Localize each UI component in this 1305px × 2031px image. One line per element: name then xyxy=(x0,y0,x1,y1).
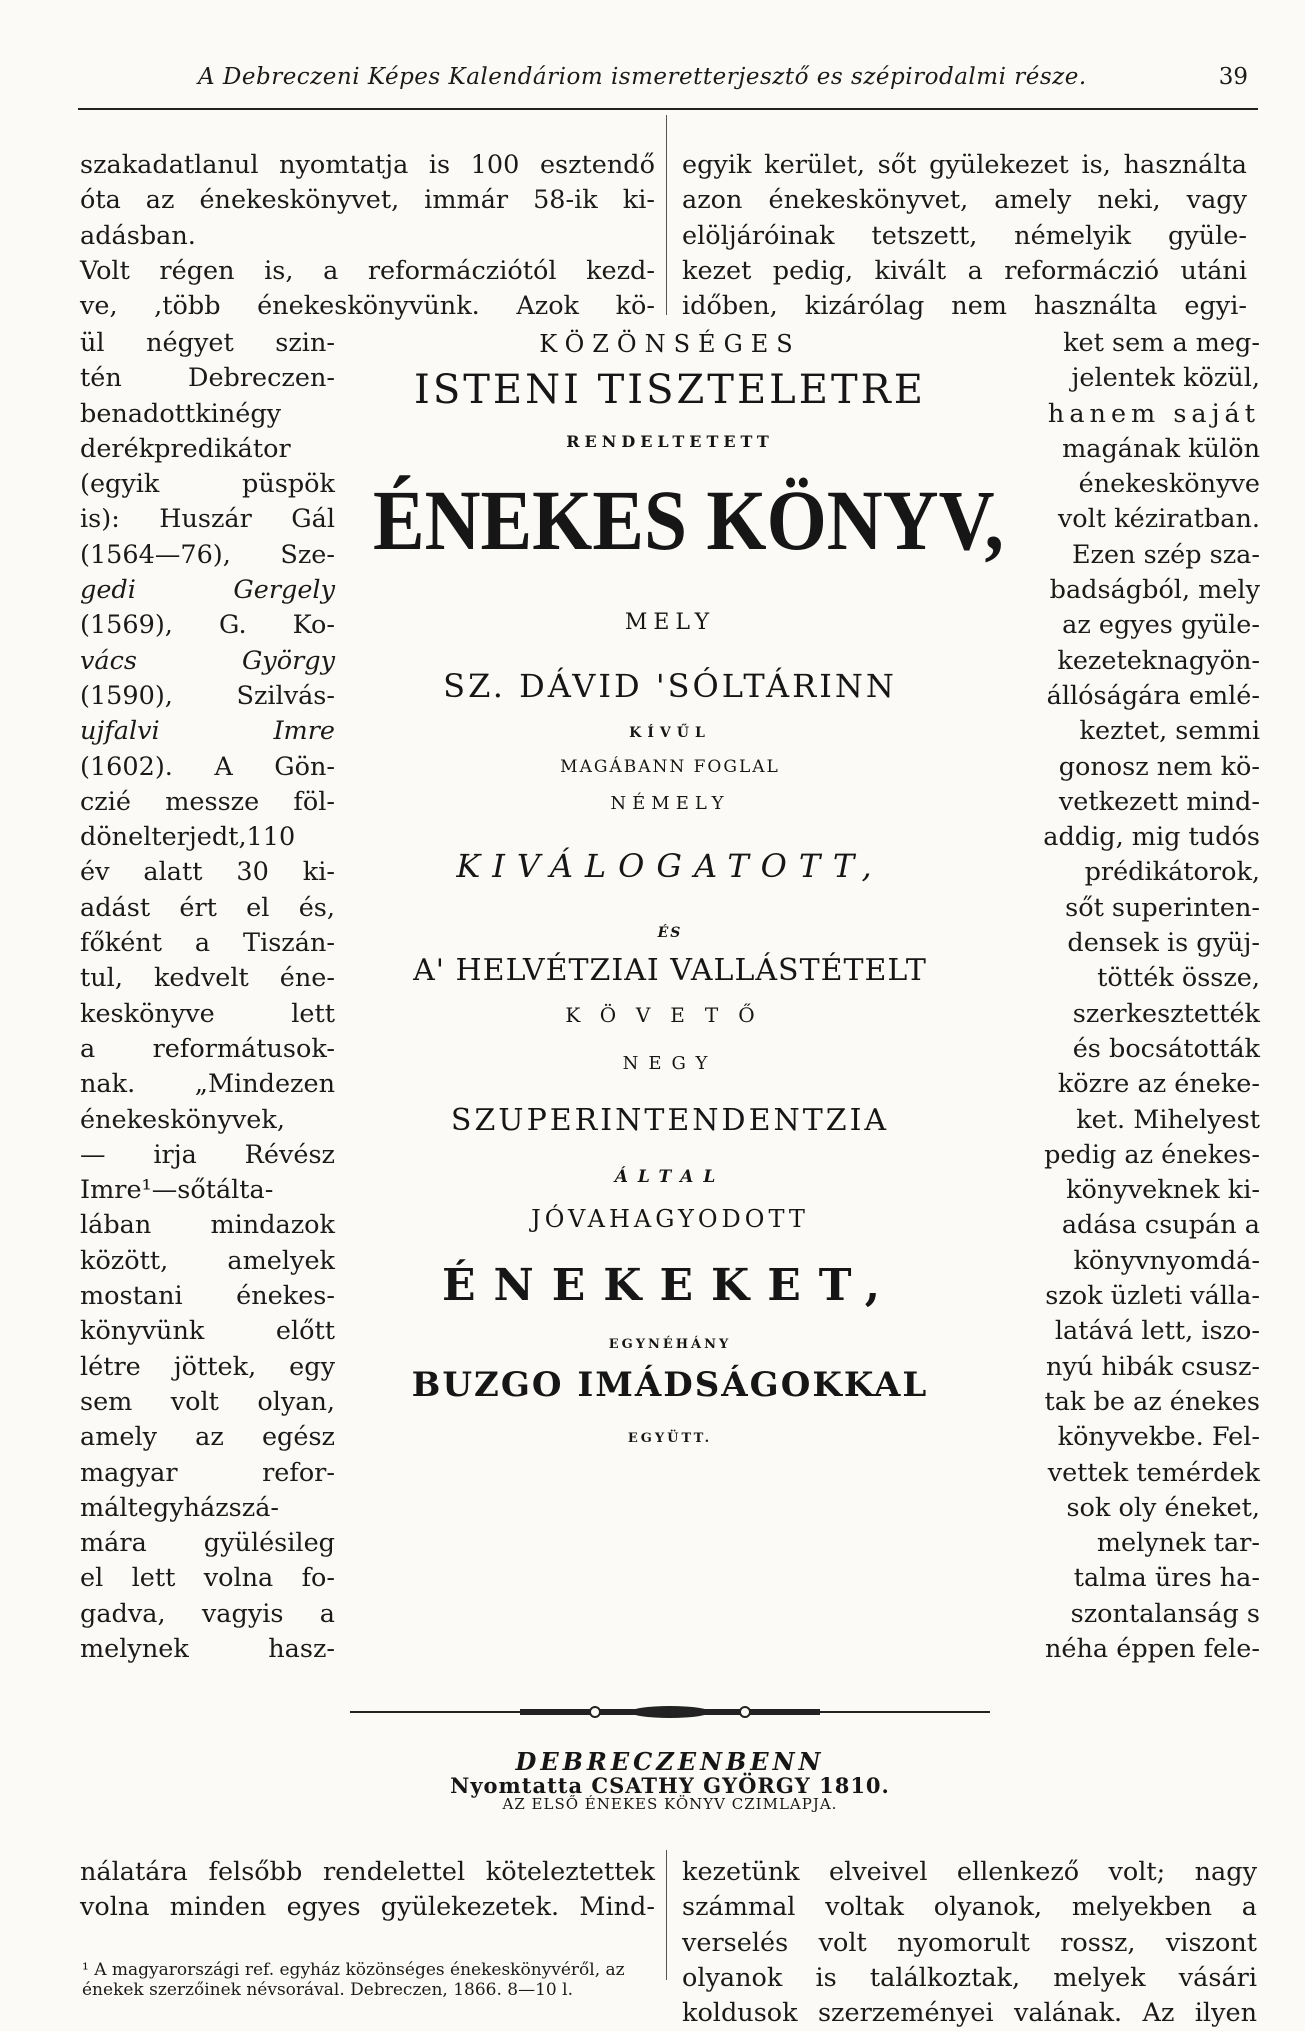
text-line: magyar refor- xyxy=(80,1457,335,1488)
text-line: számmal voltak olyanok, melyekben a xyxy=(682,1892,1257,1923)
text-line: (1590), Szilvás- xyxy=(80,680,335,711)
text-line: könyvnyomdá- xyxy=(1073,1245,1260,1276)
text-line: néha éppen fele- xyxy=(1045,1633,1260,1664)
text-line: (1569), G. Ko- xyxy=(80,610,335,641)
text-line: egyik kerület, sőt gyülekezet is, használta xyxy=(682,150,1247,180)
title-line: ÉNEKEKET, xyxy=(441,1260,899,1311)
text-line: sok oly éneket, xyxy=(1066,1492,1260,1523)
title-line: ÉS xyxy=(657,925,683,941)
title-line: ISTENI TISZTELETRE xyxy=(414,367,926,413)
text-line: czié messze föl- xyxy=(80,786,335,817)
text-line: tén Debreczen- xyxy=(80,363,335,394)
text-line: között, amelyek xyxy=(80,1245,335,1276)
text-line: könyveknek ki- xyxy=(1066,1175,1260,1206)
text-line: vetkezett mind- xyxy=(1058,786,1260,817)
footnote-text: A magyarországi ref. egyház közönséges énekeskönyvéről, az énekek szerzőinek névsorával. Debreczen, 1866. 8—10 l. xyxy=(82,1960,625,2000)
text-line: énekeskönyvek, xyxy=(80,1104,285,1135)
text-line: hanem saját xyxy=(1047,398,1260,429)
text-line: — irja Révész xyxy=(80,1139,335,1170)
footnote-marker: ¹ xyxy=(82,1960,89,1980)
left-column-narrow xyxy=(80,326,335,1667)
header-title: A Debreczeni Képes Kalendáriom ismeretterjesztő es szépirodalmi része. xyxy=(198,64,1087,90)
text-line: mostani énekes- xyxy=(80,1281,335,1312)
text-line: kezet pedig, kivált a reformáczió utáni xyxy=(682,255,1247,286)
text-line: nálatára felsőbb rendelettel köteleztettek xyxy=(80,1857,655,1887)
text-line: (1602). A Gön- xyxy=(80,751,335,782)
text-line: és bocsátották xyxy=(1072,1033,1260,1064)
title-page-illustration xyxy=(340,325,1004,1830)
text-line: prédikátorok, xyxy=(1084,857,1260,888)
right-column-narrow xyxy=(1010,326,1260,1667)
text-line: nak. „Mindezen xyxy=(80,1069,335,1100)
text-line: (1564—76), Sze- xyxy=(80,539,335,570)
text-line: könyvekbe. Fel- xyxy=(1057,1422,1260,1453)
text-line: tul, kedvelt éne- xyxy=(80,963,335,994)
text-line: dönelterjedt,110 xyxy=(80,822,296,853)
text-line: addig, mig tudós xyxy=(1043,822,1260,853)
text-line: főként a Tiszán- xyxy=(80,928,335,959)
title-line: Nyomtatta CSATHY GYÖRGY 1810. xyxy=(450,1773,890,1798)
text-line: szerkesztették xyxy=(1072,998,1260,1029)
text-line: tötték össze, xyxy=(1097,963,1260,994)
text-line: könyvünk előtt xyxy=(80,1316,335,1347)
text-line: volt kéziratban. xyxy=(1057,504,1260,535)
text-line: jelentek közül, xyxy=(1071,363,1260,394)
right-column-top xyxy=(682,148,1247,324)
right-column-bottom xyxy=(682,1855,1257,2031)
title-line: ÁLTAL xyxy=(614,1167,726,1187)
text-line: densek is gyüj- xyxy=(1067,928,1260,959)
title-line: A' HELVÉTZIAI VALLÁSTÉTELT xyxy=(413,953,927,988)
title-line: KÖVETŐ xyxy=(565,1003,775,1027)
text-line: benadottkinégy xyxy=(80,398,282,429)
title-line: KÍVŰL xyxy=(629,725,711,741)
left-column-bottom xyxy=(80,1855,655,1926)
text-line: óta az énekeskönyvet, immár 58-ik ki- xyxy=(80,185,655,216)
text-line: tak be az énekes xyxy=(1044,1386,1260,1417)
text-line: máltegyházszá- xyxy=(80,1492,280,1523)
title-line: MELY xyxy=(624,610,716,635)
title-line: DEBRECZENBENN xyxy=(515,1747,825,1776)
title-line: BUZGO IMÁDSÁGOKKAL xyxy=(411,1365,929,1405)
text-line: ket. Mihelyest xyxy=(1076,1104,1260,1135)
text-line: sem volt olyan, xyxy=(80,1386,335,1417)
text-line: kezetünk elveivel ellenkező volt; nagy xyxy=(682,1857,1257,1887)
text-line: Ezen szép sza- xyxy=(1071,539,1260,570)
text-line: szok üzleti válla- xyxy=(1045,1281,1260,1312)
text-line: mára gyülésileg xyxy=(80,1528,335,1559)
text-line: ket sem a meg- xyxy=(1063,328,1260,358)
text-line: év alatt 30 ki- xyxy=(80,857,335,888)
text-line: Volt régen is, a reformácziótól kezd- xyxy=(80,255,655,286)
text-line: állóságára emlé- xyxy=(1046,680,1260,711)
text-line: azon énekeskönyvet, amely neki, vagy xyxy=(682,185,1247,216)
title-line: RENDELTETETT xyxy=(566,432,774,451)
text-line: (egyik püspök xyxy=(80,469,335,500)
text-line: sőt superinten- xyxy=(1065,892,1260,923)
text-line: adása csupán a xyxy=(1061,1210,1260,1241)
text-line: nyú hibák csusz- xyxy=(1046,1351,1260,1382)
text-line: gedi Gergely xyxy=(80,575,335,606)
left-column-top xyxy=(80,148,655,324)
text-line: talma üres ha- xyxy=(1073,1563,1260,1594)
text-line: ül négyet szin- xyxy=(80,328,335,358)
text-line: énekeskönyve xyxy=(1078,469,1260,500)
text-line: szontalanság s xyxy=(1070,1598,1260,1629)
footnote xyxy=(82,1960,657,2000)
text-line: kezeteknagyön- xyxy=(1057,645,1260,676)
text-line: melynek tar- xyxy=(1096,1528,1260,1559)
text-line: adásban. xyxy=(80,220,196,251)
text-line: a reformátusok- xyxy=(80,1033,335,1064)
text-line: koldusok szerzeményei valának. Az ilyen xyxy=(682,1998,1257,2029)
text-line: ujfalvi Imre xyxy=(80,716,335,747)
text-line: vács György xyxy=(80,645,335,676)
title-page-caption: AZ ELSŐ ÉNEKES KÖNYV CZIMLAPJA. xyxy=(502,1795,838,1813)
text-line: gadva, vagyis a xyxy=(80,1598,335,1629)
text-line: volna minden egyes gyülekezetek. Mind- xyxy=(80,1892,655,1923)
title-line: MAGÁBANN FOGLAL xyxy=(560,757,780,777)
text-line: amely az egész xyxy=(80,1422,335,1453)
title-line: EGYÜTT. xyxy=(627,1431,713,1446)
title-line: NÉMELY xyxy=(610,793,730,814)
text-line: keskönyve lett xyxy=(80,998,335,1029)
text-line: ve, ,több énekeskönyvünk. Azok kö- xyxy=(80,291,655,322)
text-line: magának külön xyxy=(1062,433,1260,464)
text-line: vettek temérdek xyxy=(1047,1457,1260,1488)
text-line: keztet, semmi xyxy=(1079,716,1260,747)
text-line: szakadatlanul nyomtatja is 100 esztendő xyxy=(80,150,655,180)
title-line: SZ. DÁVID 'SÓLTÁRINN xyxy=(443,667,897,705)
text-line: latává lett, iszo- xyxy=(1054,1316,1260,1347)
text-line: is): Huszár Gál xyxy=(80,504,335,535)
title-line: EGYNÉHÁNY xyxy=(608,1337,732,1352)
title-line: ÉNEKES KÖNYV, xyxy=(373,472,1004,568)
column-rule-top xyxy=(666,115,667,315)
text-line: létre jöttek, egy xyxy=(80,1351,335,1382)
title-line: JÓVAHAGYODOTT xyxy=(531,1205,809,1233)
column-rule-bottom xyxy=(666,1850,667,1980)
text-line: verselés volt nyomorult rossz, viszont xyxy=(682,1927,1257,1958)
title-line: KÖZÖNSÉGES xyxy=(539,330,801,358)
title-line: SZUPERINTENDENTZIA xyxy=(450,1103,890,1138)
text-line: lában mindazok xyxy=(80,1210,335,1241)
text-line: adást ért el és, xyxy=(80,892,335,923)
text-line: olyanok is találkoztak, melyek vásári xyxy=(682,1962,1257,1993)
text-line: időben, kizárólag nem használta egyi- xyxy=(682,291,1247,322)
text-line: Imre¹—sőtálta- xyxy=(80,1175,274,1206)
title-line: NEGY xyxy=(622,1053,718,1074)
text-line: derékpredikátor xyxy=(80,433,291,464)
text-line: az egyes gyüle- xyxy=(1062,610,1260,641)
ornamental-rule xyxy=(340,1700,1000,1724)
text-line: elöljáróinak tetszett, némelyik gyüle- xyxy=(682,220,1247,251)
text-line: pedig az énekes- xyxy=(1044,1139,1260,1170)
text-line: melynek hasz- xyxy=(80,1633,335,1664)
title-line: KIVÁLOGATOTT, xyxy=(456,847,884,885)
text-line: közre az éneke- xyxy=(1057,1069,1260,1100)
text-line: badságból, mely xyxy=(1049,575,1260,606)
text-line: gonosz nem kö- xyxy=(1058,751,1260,782)
text-line: el lett volna fo- xyxy=(80,1563,335,1594)
running-header xyxy=(78,58,1258,110)
page-number: 39 xyxy=(1218,64,1248,90)
